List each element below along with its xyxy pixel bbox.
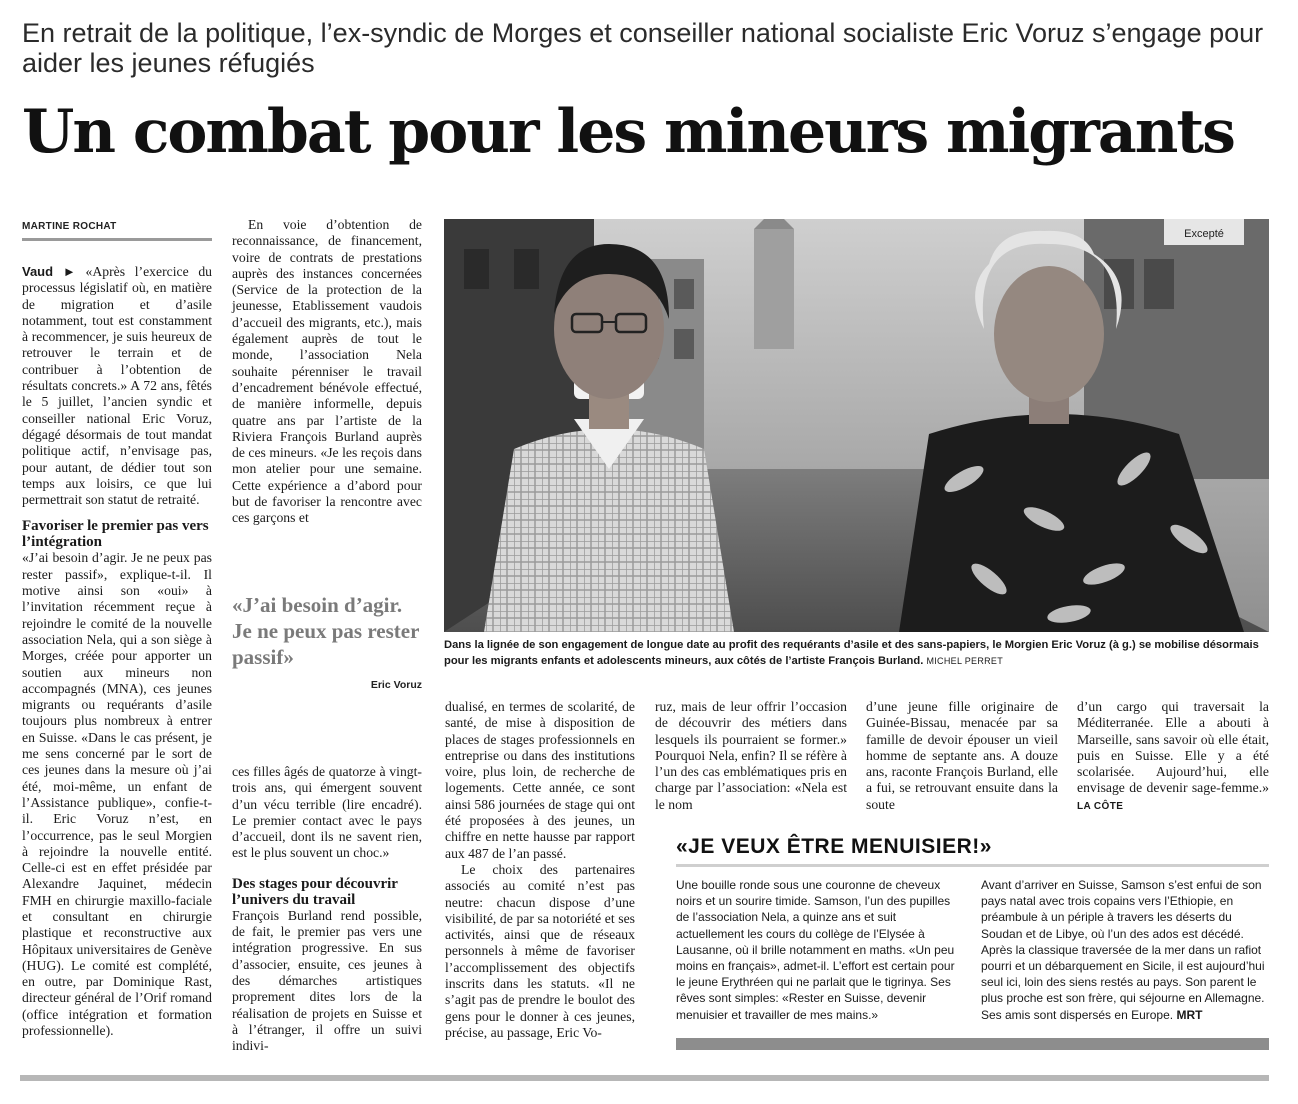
- box-left-text: Une bouille ronde sous une couronne de cheveux noirs et un sourire timide. Samson, l’un des pupilles de l’association Nela, a quinze ans et suit actuellement les cours du collège de l’Elysée à Lausanne, où il brille notamment en maths. «Un peu moins en français», admet-il. L’effort est certain pour le jeune Erythréen qui ne parlait que le tigrinya. Ses rêves sont simples: «Rester en Suisse, devenir menuisier et travailler de mes mains.»: [676, 878, 955, 1022]
- box-column-right: [981, 877, 1269, 1023]
- col2-paragraph-1: En voie d’obtention de reconnaissance, de financement, voire de contrats de prestations auprès des instances concernées (Service de la protection de la jeunesse, Etablissement vaudois d’accueil des migrants, etc.), mais également auprès de tout le monde, l’association Nela souhaite pérenniser le travail d’encadrement bénévole effectué, de manière informelle, depuis quatre ans par l’artiste de la Riviera François Burland auprès de ces mineurs. «Je les reçois dans mon atelier pour une semaine. Cette expérience a d’abord pour but de favoriser la rencontre avec ces garçons et: [232, 217, 422, 526]
- box-signature: MRT: [1176, 1007, 1203, 1022]
- byline: MARTINE ROCHAT: [22, 221, 117, 232]
- subhead-1: Favoriser le premier pas vers l’intégration: [22, 518, 209, 551]
- col4-paragraph: ruz, mais de leur offrir l’occasion de découvrir des métiers dans lesquels ils pourraient se former.» Pourquoi Nela, enfin? Il se réfère à l’un des cas emblématiques pris en charge par l’association: «Nela est le nom: [655, 699, 847, 812]
- photo-credit: MICHEL PERRET: [926, 656, 1004, 666]
- box-right-text: Avant d’arriver en Suisse, Samson s’est enfui de son pays natal avec trois copains vers l’Ethiopie, en préambule à un périple à travers les déserts du Soudan et de Libye, où l’un des ados est décédé. Après la classique traversée de la mer dans un rafiot pourri et un débarquement en Sicile, il est aujourd’hui seul ici, loin des siens restés au pays. Son parent le plus proche est son frère, qui séjourne en Allemagne. Ses amis sont dispersés en Europe.: [981, 878, 1265, 1022]
- box-column-left: [676, 877, 964, 1023]
- pull-quote-author: Eric Voruz: [370, 679, 422, 691]
- col5-paragraph: d’une jeune fille originaire de Guinée-Bissau, menacée par sa famille de devoir épouser un vieil homme de septante ans. A douze ans, raconte François Burland, elle a fui, se retrouvant ensuite dans la soute: [866, 699, 1058, 812]
- box-title: «JE VEUX ÊTRE MENUISIER!»: [676, 835, 992, 858]
- column-4: [655, 699, 847, 813]
- column-5: [866, 699, 1058, 813]
- photo: [444, 219, 1269, 632]
- col3-paragraph-1: dualisé, en termes de scolarité, de santé, de mise à disposition de places de stages professionnels en entreprise ou dans des institutions voire, plus loin, de recherche de logements. Cette année, ce sont ainsi 586 journées de stage qui ont été proposées à des jeunes, un chiffre en nette hausse par rapport aux 487 de l’an passé.: [445, 699, 635, 861]
- col2-paragraph-3: François Burland rend possible, de fait, le premier pas vers une intégration progressive. En sus d’associer, ensuite, ces jeunes à des démarches artistiques proprement dites lors de la réalisation de projets en Suisse et à l’étranger, il offre un suivi indivi-: [232, 907, 422, 1054]
- box-bottom-bar: [676, 1038, 1269, 1050]
- page-bottom-rule: [20, 1075, 1269, 1081]
- column-1: [22, 264, 212, 1039]
- byline-rule: [22, 238, 212, 241]
- kicker: En retrait de la politique, l’ex-syndic de Morges et conseiller national socialiste Eric Voruz s’engage pour aider les jeunes réfugiés: [22, 18, 1264, 78]
- subhead-2: Des stages pour découvrir l’univers du travail: [232, 875, 398, 908]
- box-rule: [676, 864, 1269, 867]
- headline: Un combat pour les mineurs migrants: [22, 97, 1234, 167]
- col1-paragraph-1: «Après l’exercice du processus législatif où, en matière de migration et d’asile notamment, tout est constamment à recommencer, je suis heureux de retrouver le terrain et de contribuer à l’obtention de résultats concrets.» A 72 ans, fêtés le 5 juillet, l’ancien syndic et conseiller national Eric Voruz, dégagé désormais de tout mandat politique actif, n’envisage pas, pour autant, de dédier tout son temps aux loisirs, ce que lui permettrait son statut de retraité.: [22, 264, 213, 508]
- shop-sign: Excepté: [1184, 228, 1224, 240]
- photo-illustration: [444, 219, 1269, 632]
- column-2-bottom: [232, 764, 422, 1054]
- column-3: [445, 699, 635, 1041]
- col3-paragraph-2: Le choix des partenaires associés au comité n’est pas neutre: chacun dispose d’une visibilité, de par sa notoriété et ses activités, ainsi que de réseaux personnels à même de favoriser l’accomplissement des objectifs inscrits dans les statuts. «Il ne s’agit pas de prendre le boulot des gens pour le donner à ces jeunes, précise, au passage, Eric Vo-: [445, 861, 635, 1040]
- caption-text: Dans la lignée de son engagement de longue date au profit des requérants d’asile et des sans-papiers, le Morgien Eric Voruz (à g.) se mobilise désormais pour les migrants enfants et adolescents mineurs, aux côtés de l’artiste François Burland.: [444, 639, 1259, 667]
- col1-paragraph-2: «J’ai besoin d’agir. Je ne peux pas rester passif», explique-t-il. Il motive ainsi son «oui» à l’invitation récemment reçue à rejoindre le comité de la nouvelle association Nela, qui a son siège à Morges, créée pour apporter un soutien aux mineurs non accompagnés (MNA), ces jeunes migrants ou requérants d’asile toujours plus nombreux à entrer en Suisse. «Dans le cas présent, je me sens concerné par le sort de ces jeunes dans la mesure où j’ai été, moi-même, un enfant de l’Assistance publique», confie-t-il. Eric Voruz n’est, en l’occurrence, pas le seul Morgien à rejoindre la nouvelle entité. Celle-ci est en effet présidée par Alexandre Jaquinet, médecin FMH en chirurgie maxillo-faciale et consultant en chirurgie plastique et reconstructive aux Hôpitaux universitaires de Genève (HUG). Le comité est complété, en outre, par Dominique Rast, directeur général de l’Orif romand (office intégration et formation professionnelle).: [22, 550, 212, 1039]
- col6-paragraph: d’un cargo qui traversait la Méditerranée. Elle a abouti à Marseille, sans savoir où elle était, puis en Suisse. Elle y a été scolarisée. Aujourd’hui, elle envisage de devenir sage-femme.»: [1077, 699, 1269, 796]
- col2-paragraph-2: ces filles âgés de quatorze à vingt-trois ans, qui émergent souvent d’un vécu terrible (lire encadré). Le premier contact avec le pays d’accueil, dont ils ne savent rien, est le plus souvent un choc.»: [232, 764, 422, 861]
- source-label: LA CÔTE: [1077, 800, 1124, 812]
- dateline: Vaud ►: [22, 264, 76, 279]
- pull-quote: «J’ai besoin d’agir. Je ne peux pas rester passif»: [232, 593, 420, 669]
- photo-caption: [444, 637, 1269, 669]
- column-2-top: [232, 217, 422, 527]
- column-6: [1077, 699, 1269, 815]
